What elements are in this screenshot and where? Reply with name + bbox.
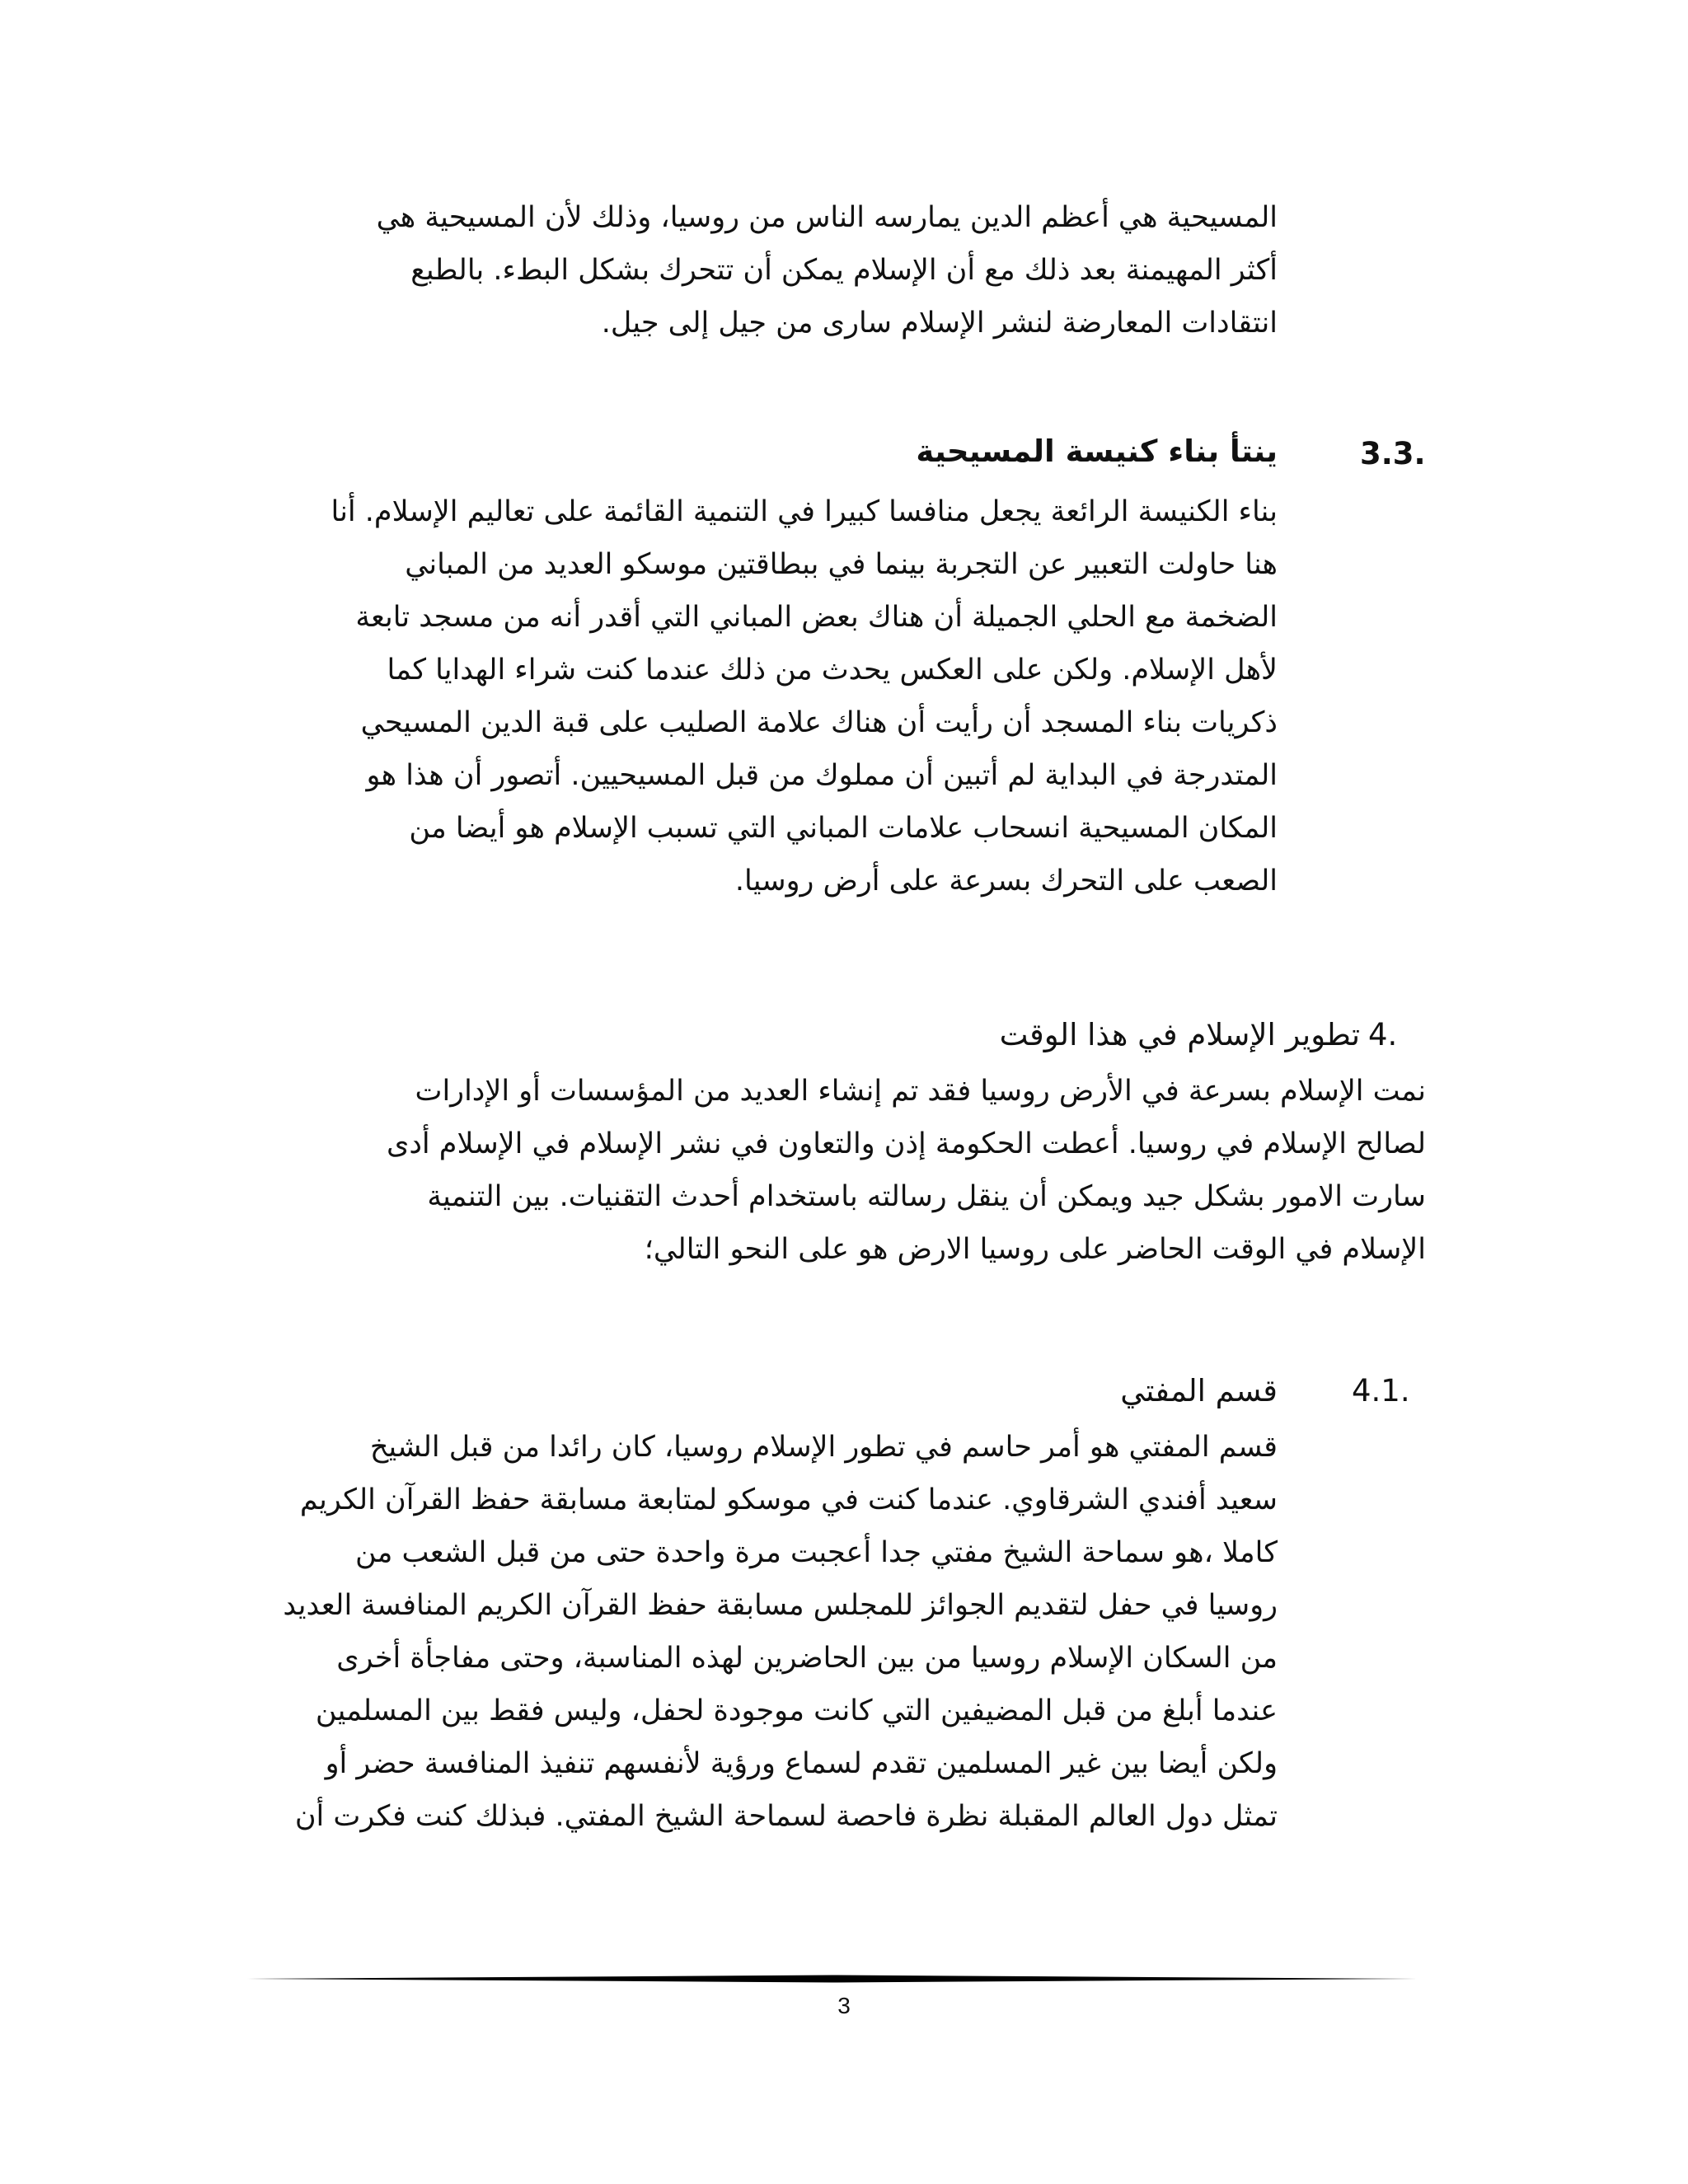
- section-number: 4.1.: [1352, 1373, 1410, 1408]
- text-line: الضخمة مع الحلي الجميلة أن هناك بعض المباني التي أقدر أنه من مسجد تابعة: [355, 601, 1278, 634]
- section-body: [227, 1065, 1426, 1276]
- text-line: ولكن أيضا بين غير المسلمين تقدم لسماع ورؤية لأنفسهم تنفيذ المنافسة حضر أو: [325, 1747, 1278, 1780]
- section-body: [218, 1421, 1278, 1843]
- text-line: الإسلام في الوقت الحاضر على روسيا الارض هو على النحو التالي؛: [644, 1233, 1426, 1266]
- text-line: أكثر المهيمنة بعد ذلك مع أن الإسلام يمكن أن تتحرك بشكل البطء. بالطبع: [410, 254, 1278, 287]
- text-line: انتقادات المعارضة لنشر الإسلام سارى من جيل إلى جيل.: [601, 307, 1278, 340]
- section-number: 4.: [1368, 1017, 1398, 1052]
- text-line: من السكان الإسلام روسيا من بين الحاضرين لهذه المناسبة، وحتى مفاجأة أخرى: [336, 1642, 1278, 1675]
- text-line: كاملا ،هو سماحة الشيخ مفتي جدا أعجبت مرة واحدة حتى من قبل الشعب من: [354, 1536, 1278, 1569]
- text-line: الصعب على التحرك بسرعة على أرض روسيا.: [734, 865, 1278, 898]
- text-line: سعيد أفندي الشرقاوي. عندما كنت في موسكو لمتابعة مسابقة حفظ القرآن الكريم: [299, 1483, 1278, 1516]
- text-line: عندما أبلغ من قبل المضيفين التي كانت موجودة لحفل، وليس فقط بين المسلمين: [315, 1694, 1278, 1727]
- text-line: هنا حاولت التعبير عن التجربة بينما في ببطاقتين موسكو العديد من المباني: [405, 548, 1278, 581]
- text-line: تمثل دول العالم المقبلة نظرة فاحصة لسماحة الشيخ المفتي. فبذلك كنت فكرت أن: [294, 1800, 1278, 1833]
- text-line: بناء الكنيسة الرائعة يجعل منافسا كبيرا في التنمية القائمة على تعاليم الإسلام. أنا: [331, 495, 1278, 528]
- section-number: 3.3.: [1360, 436, 1426, 471]
- text-line: روسيا في حفل لتقديم الجوائز للمجلس مسابقة حفظ القرآن الكريم المنافسة العديد: [283, 1589, 1278, 1622]
- section-heading: تطوير الإسلام في هذا الوقت: [999, 1017, 1360, 1052]
- section-heading: ينتأ بناء كنيسة المسيحية: [916, 434, 1278, 469]
- text-line: المتدرجة في البداية لم أتبين أن مملوك من قبل المسيحيين. أتصور أن هذا هو: [366, 759, 1278, 792]
- text-line: لأهل الإسلام. ولكن على العكس يحدث من ذلك عندما كنت شراء الهدايا كما: [387, 654, 1278, 687]
- text-line: المكان المسيحية انسحاب علامات المباني التي تسبب الإسلام هو أيضا من: [409, 812, 1278, 845]
- text-line: نمت الإسلام بسرعة في الأرض روسيا فقد تم إنشاء العديد من المؤسسات أو الإدارات: [415, 1075, 1426, 1108]
- text-line: ذكريات بناء المسجد أن رأيت أن هناك علامة الصليب على قبة الدين المسيحي: [360, 706, 1278, 739]
- text-line: سارت الامور بشكل جيد ويمكن أن ينقل رسالته باستخدام أحدث التقنيات. بين التنمية: [427, 1180, 1426, 1213]
- text-line: المسيحية هي أعظم الدين يمارسه الناس من روسيا، وذلك لأن المسيحية هي: [376, 201, 1278, 234]
- section-body: [218, 485, 1278, 907]
- section-heading: قسم المفتي: [1120, 1373, 1278, 1408]
- text-line: قسم المفتي هو أمر حاسم في تطور الإسلام روسيا، كان رائدا من قبل الشيخ: [369, 1431, 1278, 1464]
- footer-divider: [247, 1975, 1418, 1983]
- text-line: لصالح الإسلام في روسيا. أعطت الحكومة إذن والتعاون في نشر الإسلام في الإسلام أدى: [386, 1127, 1426, 1160]
- page-number: 3: [837, 1993, 851, 2018]
- paragraph-intro: [330, 191, 1278, 349]
